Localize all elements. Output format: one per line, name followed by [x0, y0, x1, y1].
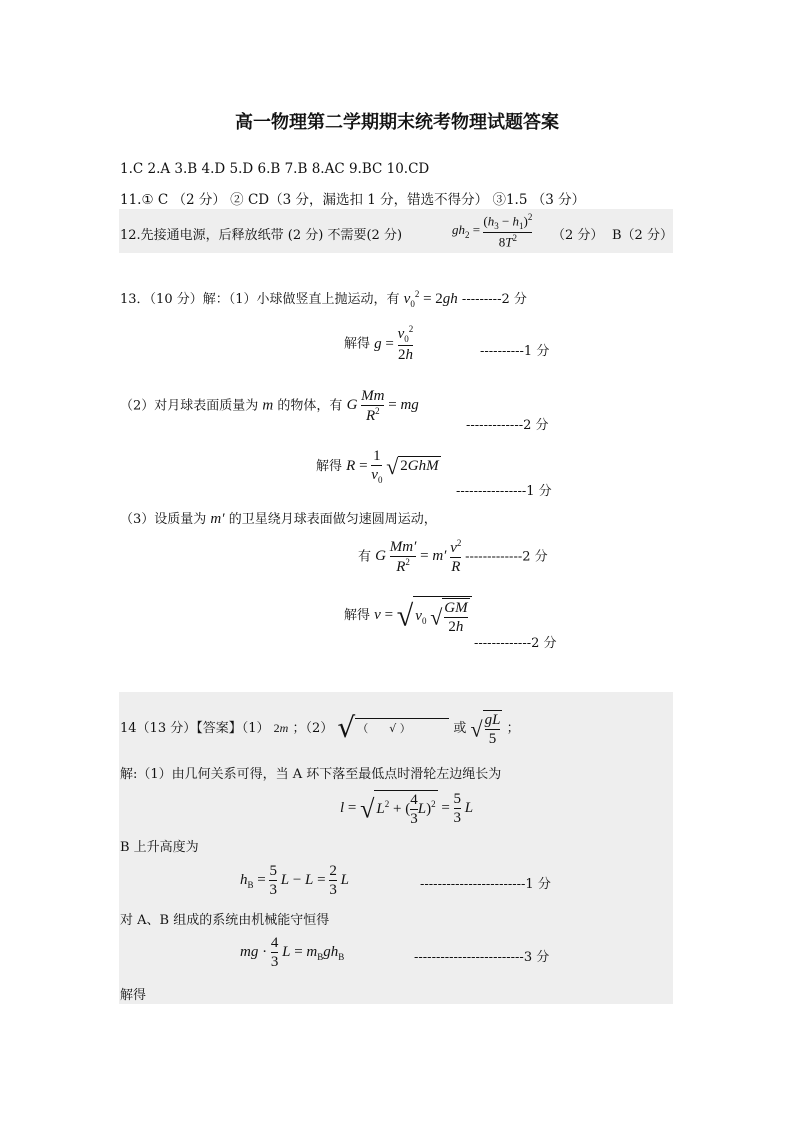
q13-eq5-score: -------------2 分 — [465, 549, 548, 565]
solution-label: 解得 — [344, 607, 371, 623]
q13-eq4-score: ----------------1 分 — [456, 484, 552, 499]
q12-score-2: B（2 分） — [612, 228, 673, 243]
q14-header: 14（13 分）【答案】（1） 2m ；（2） √ （ √ ） 或 √ $\frac{gL}{5}$ ； — [120, 711, 520, 747]
q13-eq6-score: -------------2 分 — [474, 636, 557, 651]
q14-or-label: 或 — [453, 720, 467, 736]
q12-formula: $gh_2$ = $\frac{(h_3 - h_1)^2}{8T^2}$ — [452, 212, 533, 250]
q13-part2b-text: 的物体，有 — [277, 398, 343, 414]
q13-part3: （3）设质量为 m′ 的卫星绕月球表面做匀速圆周运动， — [120, 511, 437, 527]
q13-eq3-score: -------------2 分 — [466, 418, 549, 433]
q13-part2-text: （2）对月球表面质量为 — [120, 398, 259, 414]
q14-eqh-score: ------------------------1 分 — [420, 877, 551, 892]
q14-answer-1: 2 — [273, 720, 280, 735]
q14-semicolon: ； — [506, 720, 520, 736]
q14-final: 解得 — [120, 988, 147, 1003]
q14-header-text: 14（13 分）【答案】（1） — [120, 720, 270, 736]
q13-eq6: 解得 v = √ $v_0$ √ $\frac{GM}{2h}$ — [344, 596, 472, 635]
q13-eq1-score: ---------2 分 — [461, 292, 527, 307]
q13-eq1: $v_0^2 = 2gh$ — [403, 289, 458, 309]
q14-answer-2-blank: √ （ √ ） — [337, 714, 449, 742]
q13-intro-text: 13．（10 分）解：（1）小球做竖直上抛运动，有 — [120, 292, 400, 307]
q13-eq2: 解得 g = $\frac{v_0^2}{2h}$ — [344, 324, 414, 363]
q12-score-1: （2 分） — [552, 228, 604, 243]
have-label: 有 — [358, 549, 372, 565]
solution-label: 解得 — [344, 336, 371, 352]
q14-eq-l: l = √ $L^2$ + ( $\frac{4}{3}$ L)$^2$ = $\frac{5}{3}$ L — [340, 791, 474, 827]
q14-sol1: 解:（1）由几何关系可得，当 A 环下落至最低点时滑轮左边绳长为 — [120, 767, 502, 782]
q14-system: 对 A、B 组成的系统由机械能守恒得 — [120, 913, 330, 928]
q13-part2: （2）对月球表面质量为 m 的物体，有 G $\frac{Mm}{R^2}$ = mg — [120, 388, 419, 424]
q13-eq5: 有 G $\frac{Mm'}{R^2}$ = m′ $\frac{v^2}{R}$ -------------2 分 — [358, 538, 548, 575]
q14-eq-m: mg · $\frac{4}{3}$ $L = m_Bgh_B$ — [240, 935, 345, 970]
answers-line-1: 1.C 2.A 3.B 4.D 5.D 6.B 7.B 8.AC 9.BC 10.CD — [120, 161, 430, 177]
q13-part3-text: （3）设质量为 — [120, 512, 207, 527]
answers-line-2: 11.① C （2 分） ② CD（3 分，漏选扣 1 分，错选不得分） ③1.5 （3 分） — [120, 192, 586, 208]
q14-eqm-score: -------------------------3 分 — [414, 950, 550, 965]
q14-answer-separator: ；（2） — [292, 720, 334, 736]
q13-eq2-score: ----------1 分 — [480, 344, 550, 359]
q13-part3b-text: 的卫星绕月球表面做匀速圆周运动， — [228, 512, 437, 527]
solution-label: 解得 — [316, 459, 343, 475]
q14-bheight: B 上升高度为 — [120, 840, 199, 855]
page-title: 高一物理第二学期期末统考物理试题答案 — [235, 112, 559, 133]
q12-text: 12.先接通电源，后释放纸带 (2 分) 不需要(2 分) — [120, 228, 403, 243]
q14-eq-h: $h_B$ = $\frac{5}{3}$ L − L = $\frac{2}{3}$ L — [240, 863, 349, 898]
q13-eq4: 解得 R = $\frac{1}{v_0}$ √ 2GhM — [316, 448, 439, 485]
q13-intro — [120, 288, 527, 309]
